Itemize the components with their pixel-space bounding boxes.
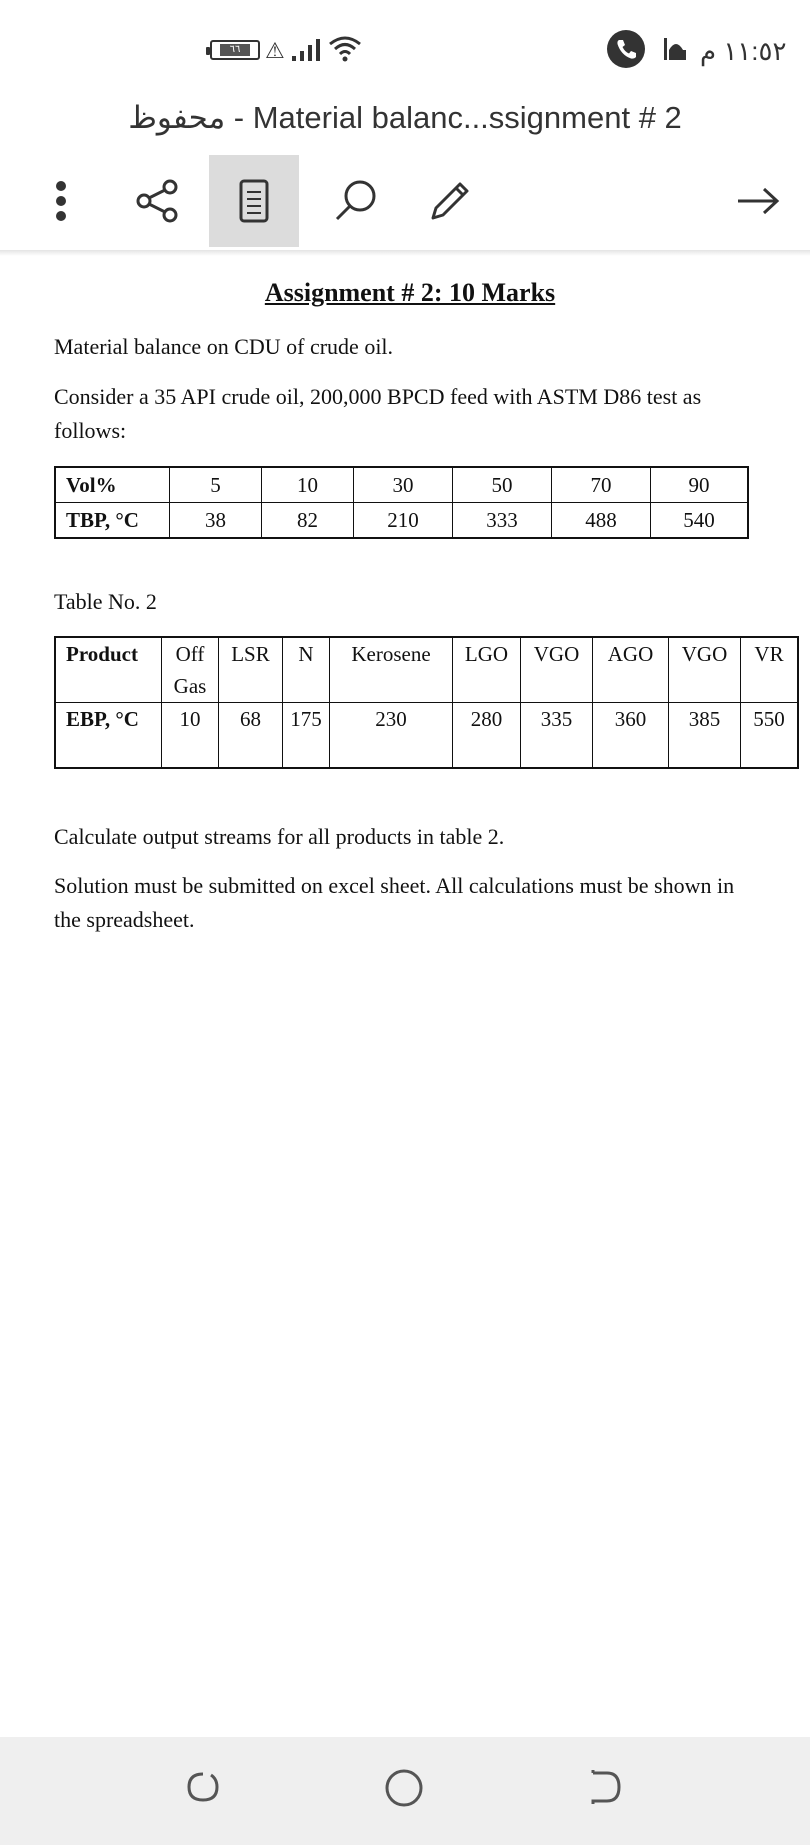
table-cell: 5 (170, 467, 262, 503)
home-icon[interactable] (383, 1767, 425, 1814)
description-paragraph: Consider a 35 API crude oil, 200,000 BPCD feed with ASTM D86 test as follows: (54, 384, 702, 443)
table-cell: 10 (162, 703, 219, 769)
edit-icon[interactable] (420, 155, 480, 247)
battery-level: ٦٦ (220, 44, 250, 56)
more-vert-icon[interactable] (38, 155, 84, 247)
table-cell: LGO (453, 637, 521, 703)
table-cell: 30 (354, 467, 453, 503)
mosque-icon (662, 34, 688, 62)
table-cell: N (283, 637, 330, 703)
wifi-icon (328, 34, 362, 64)
table-cell: 90 (651, 467, 749, 503)
clock: ١١:٥٢ م (700, 36, 787, 66)
assignment-heading: Assignment # 2: 10 Marks (264, 278, 556, 307)
table-cell: VR (741, 637, 799, 703)
astm-table (54, 466, 749, 539)
search-icon[interactable] (325, 155, 385, 247)
signal-icon (292, 38, 324, 62)
table-cell: 385 (669, 703, 741, 769)
row-label: TBP, °C (55, 503, 170, 539)
table-cell: Off Gas (162, 637, 219, 703)
table2-caption: Table No. 2 (54, 589, 157, 614)
back-icon[interactable] (585, 1767, 625, 1812)
warning-icon: ⚠ (265, 38, 285, 63)
navigation-bar (0, 1737, 810, 1845)
phone-icon (607, 30, 645, 68)
table-row (55, 467, 748, 503)
table-cell: 70 (552, 467, 651, 503)
table-row (55, 637, 798, 703)
table-cell: Kerosene (330, 637, 453, 703)
table-cell: LSR (219, 637, 283, 703)
table-cell: 175 (283, 703, 330, 769)
row-label: Vol% (55, 467, 170, 503)
table-cell: AGO (593, 637, 669, 703)
reading-mode-icon[interactable] (209, 155, 299, 247)
table-cell: 82 (262, 503, 354, 539)
status-bar (0, 0, 810, 100)
table-cell: 360 (593, 703, 669, 769)
toolbar-shadow (0, 250, 810, 256)
table-cell: 210 (354, 503, 453, 539)
intro-paragraph: Material balance on CDU of crude oil. (54, 334, 394, 359)
table-cell: 540 (651, 503, 749, 539)
table-cell: 550 (741, 703, 799, 769)
forward-arrow-icon[interactable] (728, 155, 788, 247)
row-label: Product (55, 637, 162, 703)
table-cell: 230 (330, 703, 453, 769)
table-cell: 68 (219, 703, 283, 769)
table-cell: 335 (521, 703, 593, 769)
table-cell: 10 (262, 467, 354, 503)
recent-apps-icon[interactable] (183, 1767, 223, 1812)
table-cell: VGO (669, 637, 741, 703)
share-icon[interactable] (128, 155, 188, 247)
document-title: محفوظ - Material balanc...ssignment # 2 (128, 100, 682, 135)
battery-icon (210, 40, 260, 60)
row-label: EBP, °C (55, 703, 162, 769)
table-cell: 488 (552, 503, 651, 539)
toolbar (0, 155, 810, 250)
table-cell: 50 (453, 467, 552, 503)
task-paragraph: Calculate output streams for all products in table 2. (54, 824, 505, 849)
table-row (55, 503, 748, 539)
products-table (54, 636, 799, 769)
table-row (55, 703, 798, 769)
table-cell: 38 (170, 503, 262, 539)
table-cell: 333 (453, 503, 552, 539)
note-paragraph: Solution must be submitted on excel sheet. All calculations must be shown in the spreadsheet. (54, 873, 735, 932)
table-cell: 280 (453, 703, 521, 769)
table-cell: VGO (521, 637, 593, 703)
